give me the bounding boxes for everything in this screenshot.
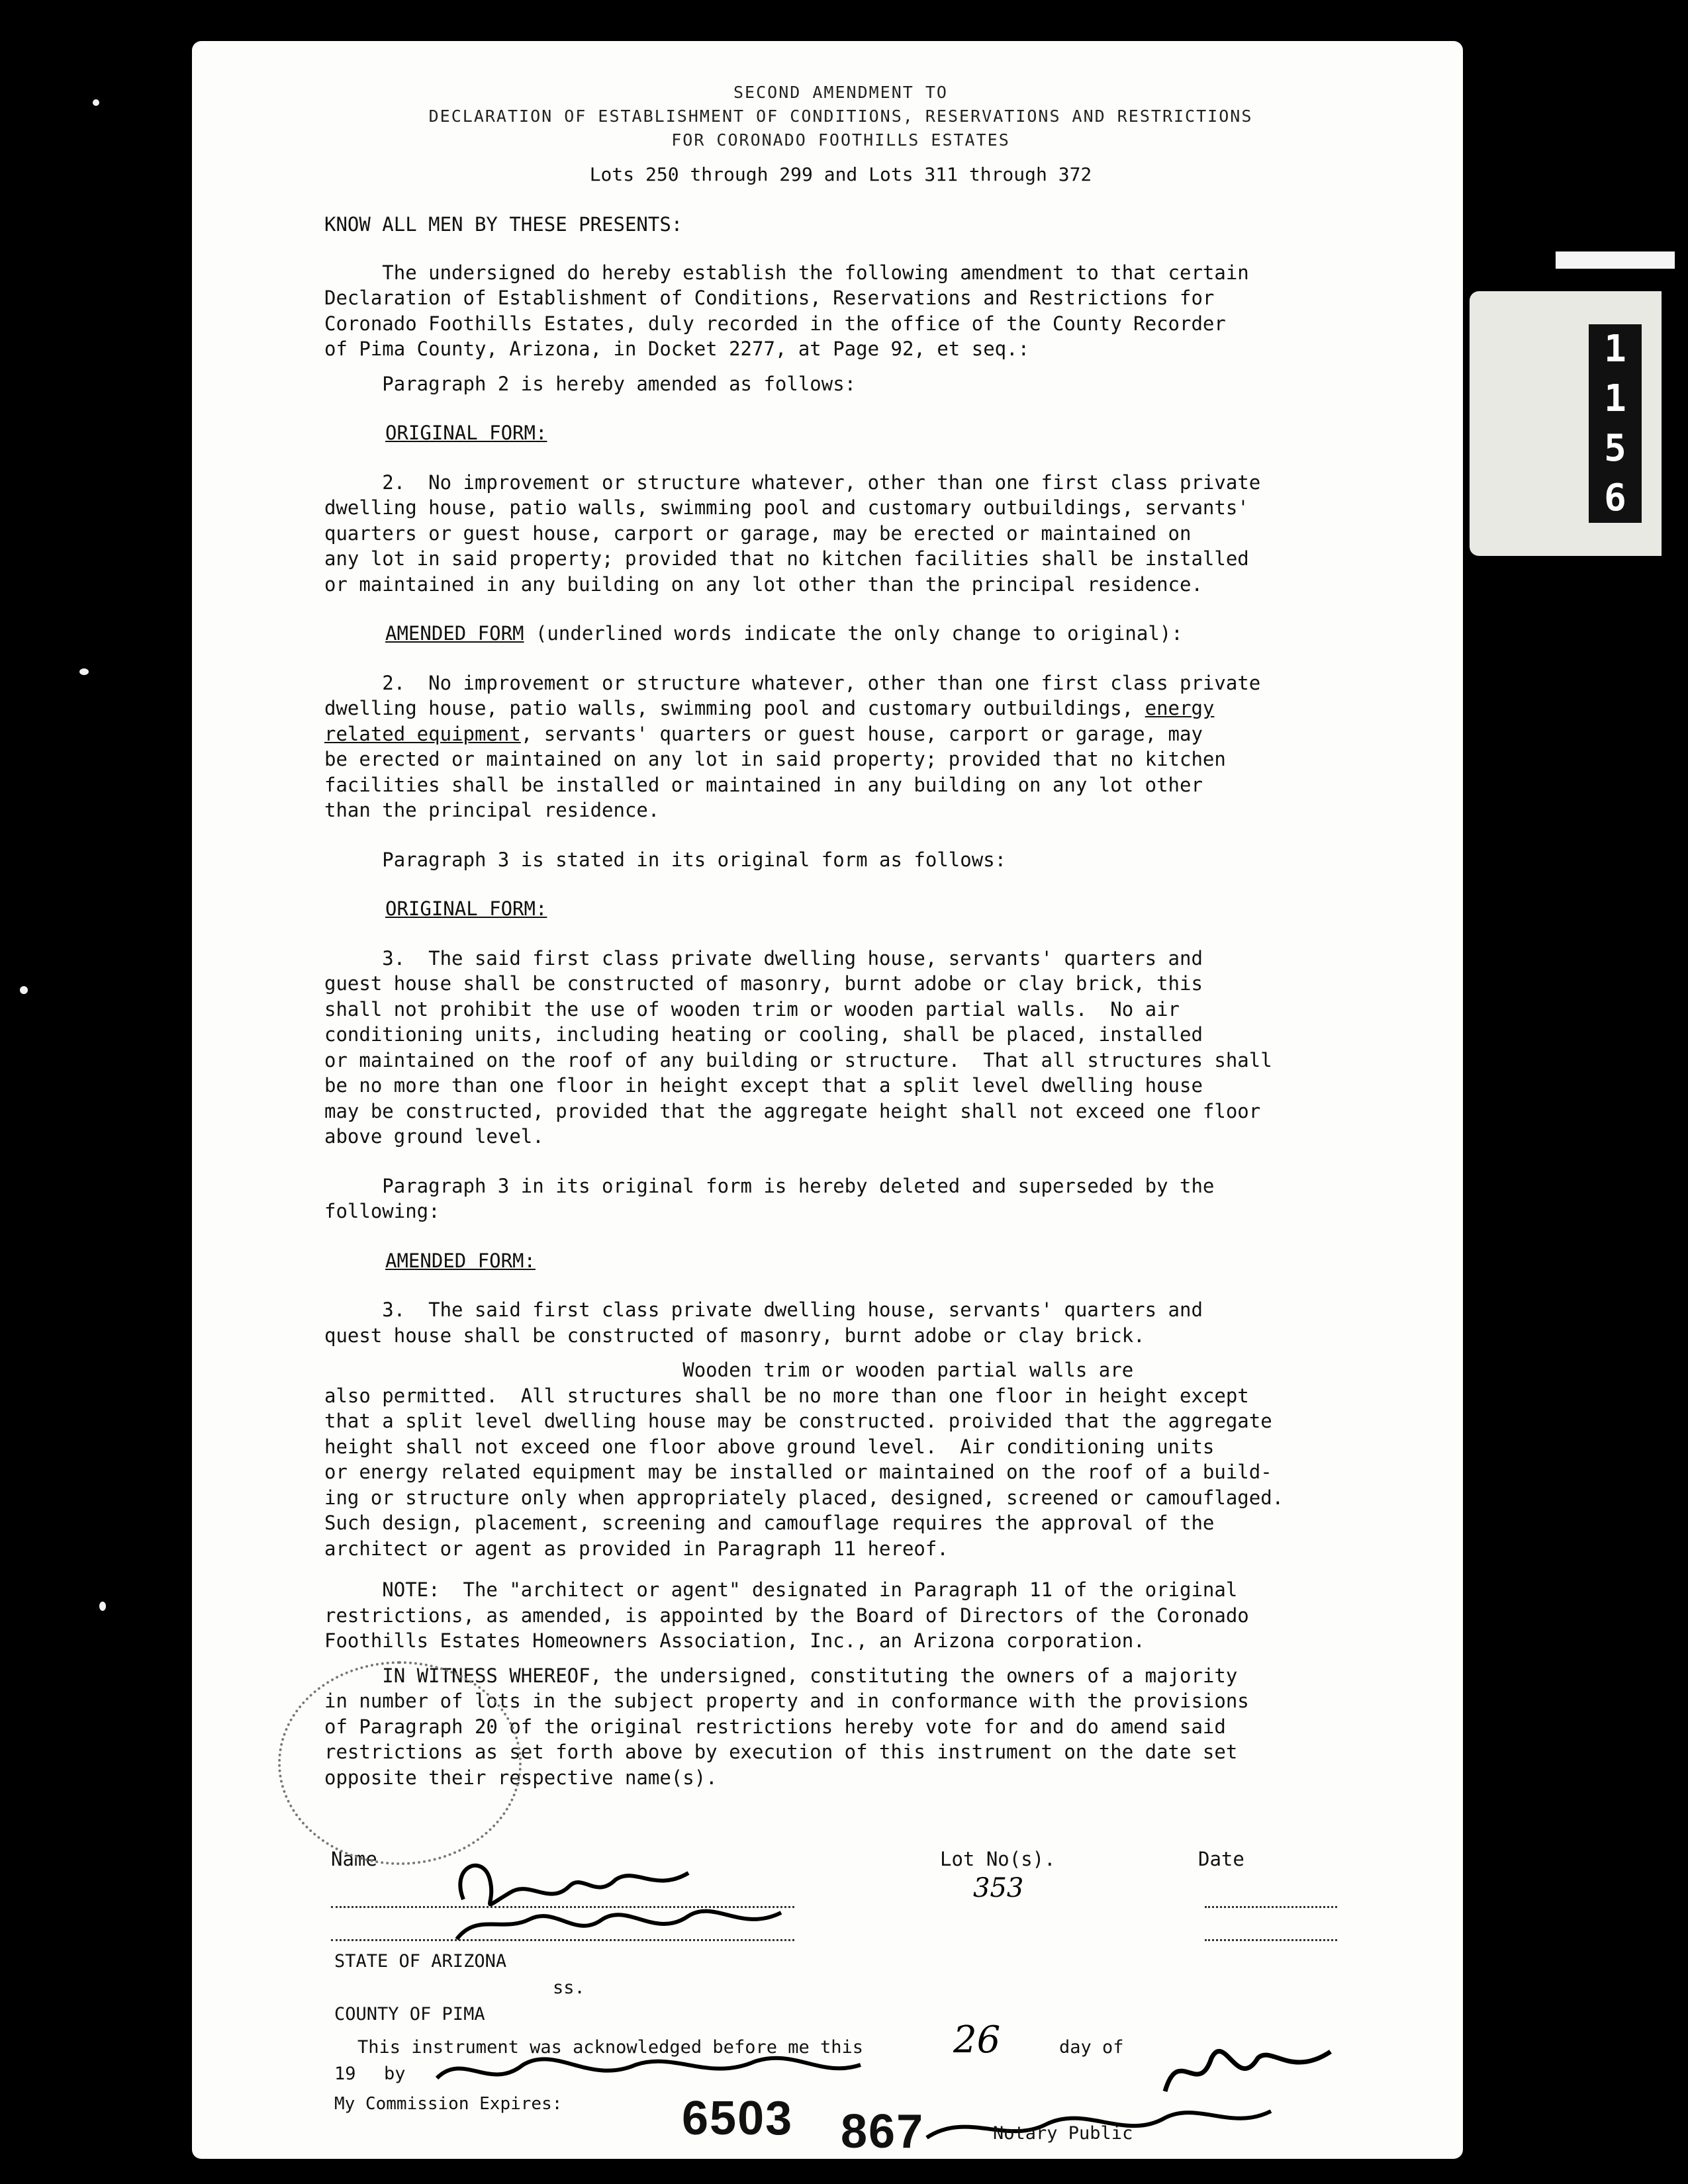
amended-form-text: AMENDED FORM [385, 622, 524, 645]
text-line: shall not prohibit the use of wooden trim or wooden partial walls. No air [324, 997, 1180, 1021]
intro-paragraph [324, 260, 1357, 362]
file-tab-edge [1556, 251, 1675, 269]
text-line: restrictions as set forth above by execution of this instrument on the date set [324, 1741, 1238, 1763]
para2-original [324, 470, 1357, 598]
lots-line: Lots 250 through 299 and Lots 311 through 372 [589, 163, 1092, 185]
acknowledgment-text: This instrument was acknowledged before me this [357, 2037, 864, 2058]
document-body [324, 81, 1357, 1790]
docket-number: 6503 [682, 2092, 794, 2145]
tab-char: 6 [1604, 477, 1626, 520]
text-line: restrictions, as amended, is appointed by the Board of Directors of the Coronado [324, 1604, 1249, 1627]
acknowledgment-day-of: day of [1059, 2037, 1124, 2058]
text-line: quest house shall be constructed of masonry, burnt adobe or clay brick. [324, 1324, 1145, 1347]
amended-form-note: (underlined words indicate the only change to original): [524, 622, 1183, 645]
original-form-label-2 [324, 896, 1357, 922]
note-paragraph [324, 1577, 1357, 1654]
title-line-1: SECOND AMENDMENT TO [733, 83, 948, 102]
text-span: , servants' quarters or guest house, carport or garage, may [520, 722, 1203, 745]
title-line-3: FOR CORONADO FOOTHILLS ESTATES [671, 130, 1010, 150]
date-line-1 [1205, 1906, 1337, 1908]
text-line: 3. The said first class private dwelling house, servants' quarters and [324, 1298, 1203, 1321]
text-line: ing or structure only when appropriately placed, designed, screened or camouflaged. [324, 1486, 1284, 1509]
file-tab-label [1589, 324, 1642, 523]
tab-char: 1 [1604, 328, 1626, 371]
tab-char: 5 [1604, 427, 1626, 470]
text-line: architect or agent as provided in Paragraph 11 hereof. [324, 1537, 949, 1560]
ss-label: ss. [553, 1978, 585, 1998]
text-line: The undersigned do hereby establish the following amendment to that certain [324, 261, 1249, 284]
text-line [324, 696, 1357, 721]
owner-signatures [437, 1840, 808, 1952]
notary-public-label: Notary Public [993, 2123, 1133, 2144]
para3-intro: Paragraph 3 is stated in its original form as follows: [324, 848, 1007, 871]
page-number: 867 [841, 2105, 925, 2158]
text-line: that a split level dwelling house may be constructed. proivided that the aggregate [324, 1410, 1272, 1432]
text-line: Declaration of Establishment of Conditions, Reservations and Restrictions for [324, 287, 1215, 309]
text-line: 2. No improvement or structure whatever, other than one first class private [324, 471, 1261, 494]
para3-original [324, 946, 1357, 1150]
text-line: opposite their respective name(s). [324, 1766, 718, 1789]
amended-form-text: AMENDED FORM: [385, 1249, 536, 1272]
text-line: of Paragraph 20 of the original restrictions hereby vote for and do amend said [324, 1715, 1226, 1738]
text-line: any lot in said property; provided that no kitchen facilities shall be installed [324, 547, 1249, 570]
text-line: Wooden trim or wooden partial walls are [324, 1359, 1134, 1381]
text-line: IN WITNESS WHEREOF, the undersigned, constituting the owners of a majority [324, 1664, 1238, 1687]
text-line: in number of lots in the subject property and in conformance with the provisions [324, 1690, 1249, 1712]
text-line: Paragraph 3 in its original form is hereby deleted and superseded by the [324, 1174, 1215, 1197]
date-header: Date [1198, 1848, 1244, 1870]
text-line: or maintained in any building on any lot other than the principal residence. [324, 572, 1203, 596]
state-label: STATE OF ARIZONA [334, 1951, 507, 1972]
county-label: COUNTY OF PIMA [334, 2004, 485, 2025]
text-line: Coronado Foothills Estates, duly recorded in the office of the County Recorder [324, 312, 1226, 335]
para3-amended [324, 1297, 1357, 1561]
amended-form-heading [324, 621, 1357, 647]
text-line: may be constructed, provided that the aggregate height shall not exceed one floor [324, 1099, 1261, 1122]
name-header: Name [331, 1848, 377, 1870]
scan-speck [79, 668, 89, 675]
text-line: quarters or guest house, carport or garage, may be erected or maintained on [324, 522, 1192, 545]
text-line: than the principal residence. [324, 799, 660, 821]
lot-number: 353 [973, 1873, 1024, 1903]
text-line: following: [324, 1200, 440, 1222]
text-line: also permitted. All structures shall be no more than one floor in height except [324, 1384, 1249, 1407]
text-line: 3. The said first class private dwelling house, servants' quarters and [324, 946, 1203, 970]
para3-deleted [324, 1173, 1357, 1224]
text-span: dwelling house, patio walls, swimming pool and customary outbuildings, [324, 697, 1145, 719]
text-line: or energy related equipment may be installed or maintained on the roof of a build- [324, 1461, 1272, 1483]
text-line: dwelling house, patio walls, swimming pool and customary outbuildings, servants' [324, 496, 1249, 519]
original-form-label [324, 420, 1357, 446]
text-line: or maintained on the roof of any building or structure. That all structures shall [324, 1048, 1272, 1071]
acknowledgment-day: 26 [953, 2019, 1001, 2062]
text-line: 2. No improvement or structure whatever, other than one first class private [324, 671, 1261, 694]
text-line: above ground level. [324, 1125, 544, 1148]
tab-char: 1 [1604, 377, 1626, 420]
original-form-text: ORIGINAL FORM: [385, 422, 547, 444]
notary-seal [278, 1661, 522, 1865]
underlined-change: related equipment [324, 722, 521, 745]
lot-header: Lot No(s). [940, 1848, 1056, 1870]
text-line: Such design, placement, screening and camouflage requires the approval of the [324, 1512, 1215, 1534]
text-line: be erected or maintained on any lot in said property; provided that no kitchen [324, 748, 1226, 770]
text-line: Foothills Estates Homeowners Association, Inc., an Arizona corporation. [324, 1629, 1145, 1652]
text-line: be no more than one floor in height except that a split level dwelling house [324, 1074, 1203, 1097]
title-line-2: DECLARATION OF ESTABLISHMENT OF CONDITIONS, RESERVATIONS AND RESTRICTIONS [428, 107, 1253, 126]
text-line [324, 721, 1357, 747]
acknowledgment-by: by [384, 2064, 406, 2084]
para2-intro: Paragraph 2 is hereby amended as follows: [324, 372, 857, 395]
para2-amended [324, 670, 1357, 823]
date-line-2 [1205, 1939, 1337, 1941]
amended-form-label-2 [324, 1248, 1357, 1274]
scan-speck [20, 986, 28, 994]
commission-expires: My Commission Expires: [334, 2094, 563, 2114]
text-line: NOTE: The "architect or agent" designated in Paragraph 11 of the original [324, 1578, 1238, 1601]
original-form-text: ORIGINAL FORM: [385, 897, 547, 920]
text-line: height shall not exceed one floor above ground level. Air conditioning units [324, 1435, 1215, 1458]
scan-speck [99, 1602, 106, 1611]
text-line: of Pima County, Arizona, in Docket 2277, at Page 92, et seq.: [324, 338, 1030, 360]
acknowledgment-year: 19 [334, 2064, 356, 2084]
text-line: conditioning units, including heating or cooling, shall be placed, installed [324, 1023, 1203, 1046]
know-all-heading: KNOW ALL MEN BY THESE PRESENTS: [324, 213, 683, 236]
scan-speck [93, 99, 99, 106]
text-line: facilities shall be installed or maintained in any building on any lot other [324, 773, 1203, 796]
underlined-change: energy [1145, 697, 1215, 719]
text-line: guest house shall be constructed of masonry, burnt adobe or clay brick, this [324, 972, 1203, 995]
